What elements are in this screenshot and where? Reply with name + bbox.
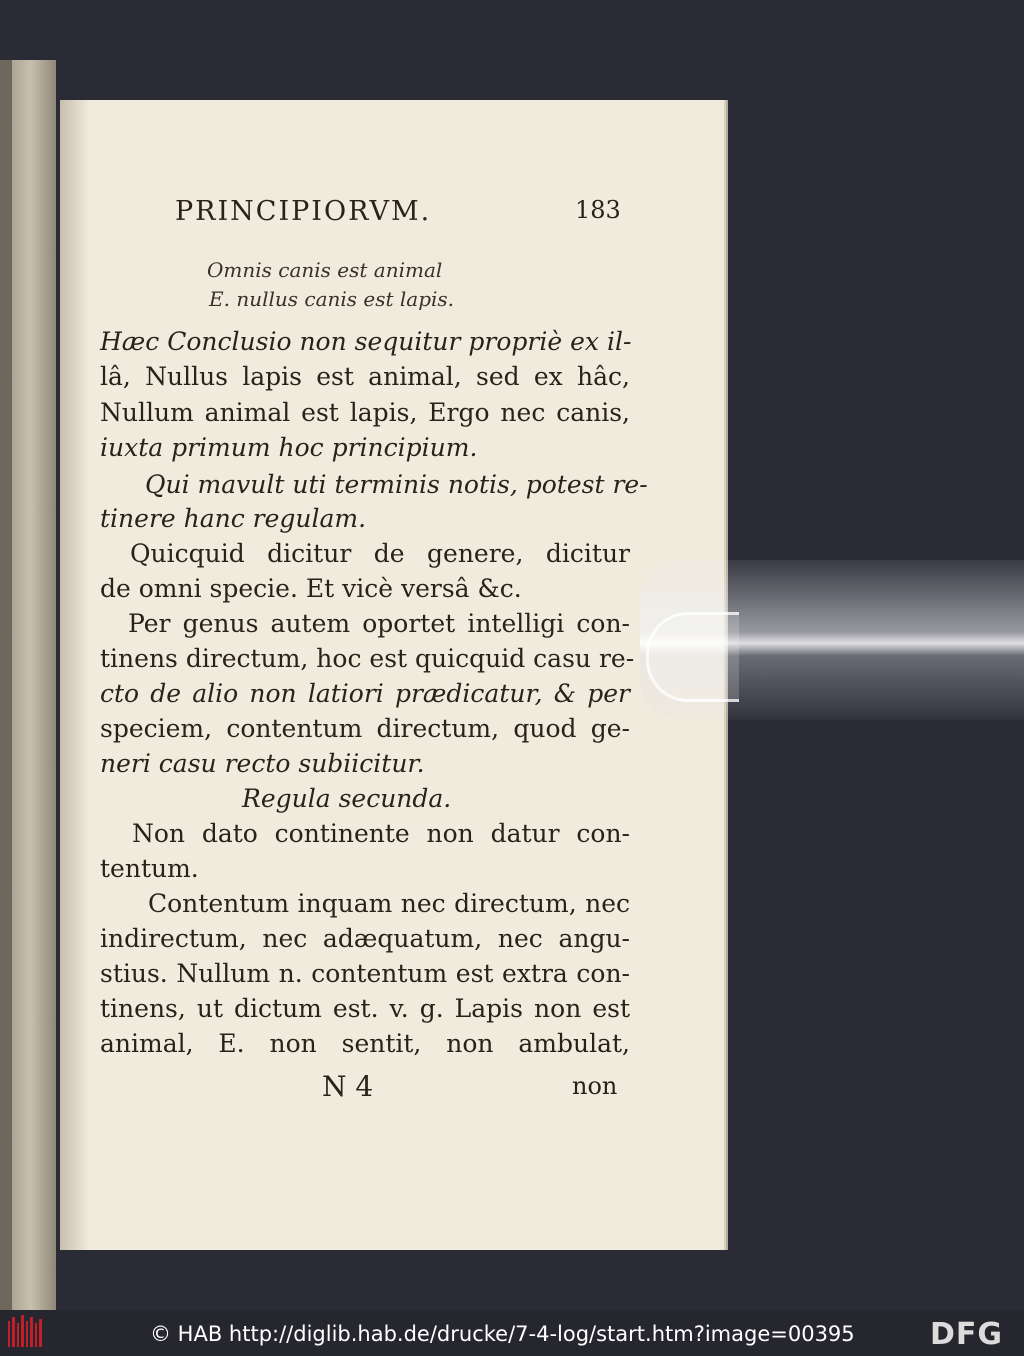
text-line: Per genus autem oportet intelligi con- [128, 609, 630, 638]
example-line: E. nullus canis est lapis. [209, 287, 455, 311]
catchword: non [572, 1072, 618, 1100]
text-line: Quicquid dicitur de genere, dicitur [130, 539, 630, 568]
example-line: Omnis canis est animal [207, 258, 443, 282]
text-line: de omni specie. Et vicè versâ &c. [100, 574, 522, 603]
text-line: indirectum, nec adæquatum, nec angu- [100, 924, 630, 953]
left-page-shadow [0, 60, 12, 1310]
copyright-caption: © HAB http://diglib.hab.de/drucke/7-4-log/start.htm?image=00395 [150, 1322, 855, 1346]
section-heading: Regula secunda. [242, 784, 452, 813]
text-line: Contentum inquam nec directum, nec [148, 889, 630, 918]
text-line: speciem, contentum directum, quod ge- [100, 714, 630, 743]
text-line: Nullum animal est lapis, Ergo nec canis, [100, 398, 630, 427]
text-line: Qui mavult uti terminis notis, potest re- [145, 470, 648, 499]
text-line: cto de alio non latiori prædicatur, & per [100, 679, 630, 708]
text-line: stius. Nullum n. contentum est extra con- [100, 959, 630, 988]
text-line: tinens directum, hoc est quicquid casu re- [100, 644, 635, 673]
page-number: 183 [575, 196, 621, 224]
text-line: neri casu recto subiicitur. [100, 749, 425, 778]
text-line: Non dato continente non datur con- [132, 819, 630, 848]
hab-barcode-logo-icon [6, 1313, 46, 1353]
text-line: animal, E. non sentit, non ambulat, [100, 1029, 630, 1058]
text-line: iuxta primum hoc principium. [100, 433, 478, 462]
glass-clip-tip [646, 612, 739, 702]
running-header: PRINCIPIORVM. [175, 196, 432, 227]
text-line: tinens, ut dictum est. v. g. Lapis non est [100, 994, 630, 1023]
dfg-logo: DFG [930, 1317, 1004, 1352]
text-line: lâ, Nullus lapis est animal, sed ex hâc, [100, 362, 630, 391]
text-line: tentum. [100, 854, 199, 883]
text-line: Hæc Conclusio non sequitur propriè ex il- [100, 327, 632, 356]
text-line: tinere hanc regulam. [100, 504, 367, 533]
signature-mark: N 4 [322, 1070, 374, 1103]
